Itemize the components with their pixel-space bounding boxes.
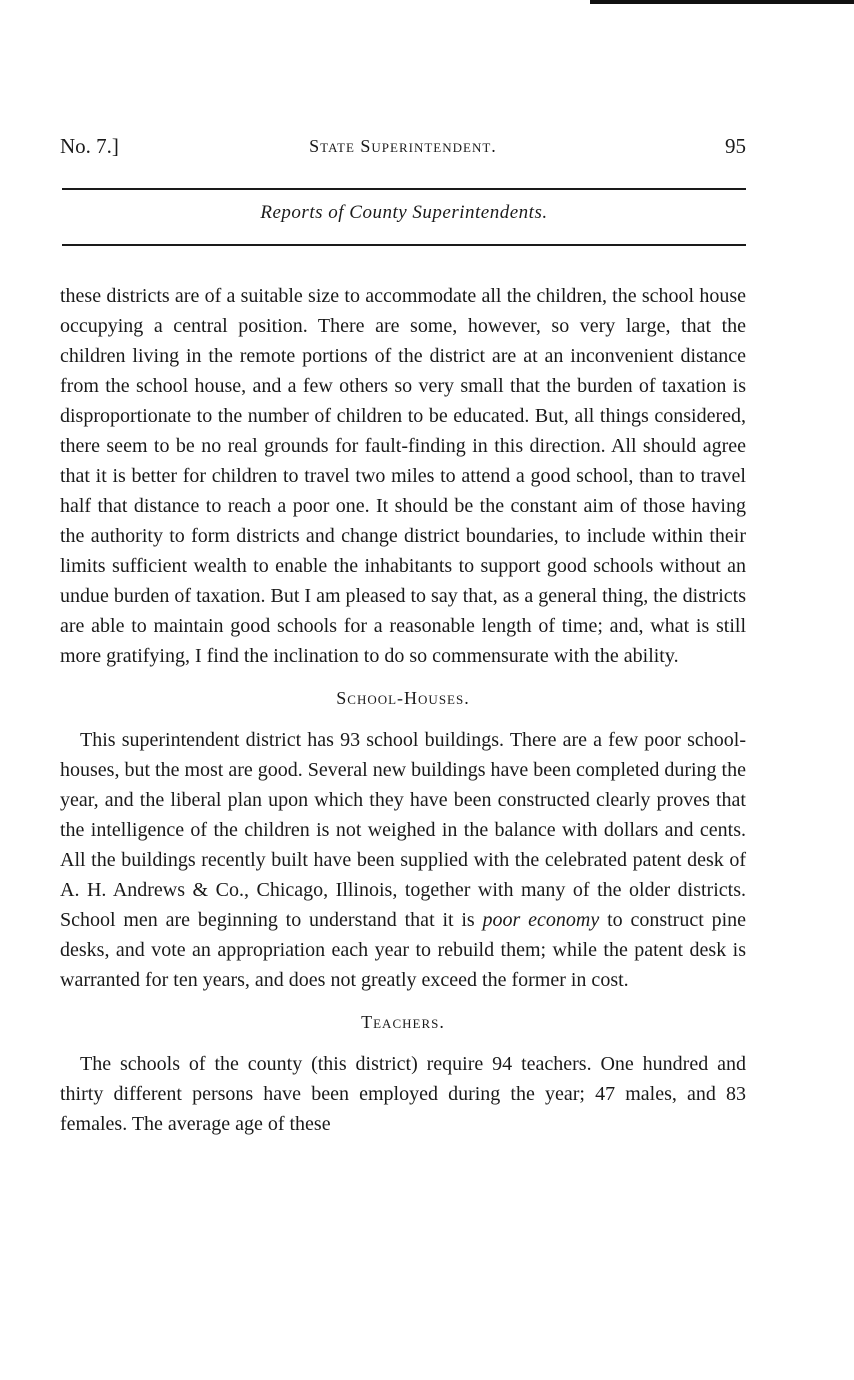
school-houses-heading: School-Houses.	[336, 688, 470, 708]
teachers-heading: Teachers.	[361, 1012, 445, 1032]
running-title: State Superintendent.	[309, 136, 497, 156]
document-number: No. 7.]	[60, 134, 119, 158]
running-head	[60, 134, 746, 164]
school-houses-paragraph	[60, 725, 746, 995]
scan-edge-bar	[590, 0, 854, 4]
header-rule-bottom	[62, 244, 746, 246]
header-rule-top	[62, 188, 746, 190]
section-subheader: Reports of County Superintendents.	[260, 202, 548, 223]
school-houses-text-2: to construct pine desks, and vote an appropriation each year to rebuild them; while the patent desk is warranted for ten years, and does not greatly exceed the former in cost.	[60, 909, 747, 991]
page-number: 95	[725, 134, 746, 158]
teachers-paragraph: The schools of the county (this district) require 94 teachers. One hundred and thirty different persons have been employed during the year; 47 males, and 83 females. The average age of these	[60, 1053, 746, 1135]
page-body	[60, 281, 746, 1139]
emphasis-poor-economy: poor economy	[482, 909, 600, 931]
school-houses-text-1: This superintendent district has 93 school buildings. There are a few poor school-houses, but the most are good. Several new buildings have been completed during the year, and the liberal plan upon which they have been constructed clearly proves that the intelligence of the children is not weighed in the balance with dollars and cents. All the buildings recently built have been supplied with the celebrated patent desk of A. H. Andrews & Co., Chicago, Illinois, together with many of the older districts. School men are beginning to understand that it is	[60, 729, 746, 931]
intro-paragraph: these districts are of a suitable size to accommodate all the children, the school house occupying a central position. There are some, however, so very large, that the children living in the remote portions of the district are at an inconvenient distance from the school house, and a few others so very small that the burden of taxation is disproportionate to the number of children to be educated. But, all things considered, there seem to be no real grounds for fault-finding in this direction. All should agree that it is better for children to travel two miles to attend a good school, than to travel half that distance to reach a poor one. It should be the constant aim of those having the authority to form districts and change district boundaries, to include within their limits sufficient wealth to enable the inhabitants to support good schools without an undue burden of taxation. But I am pleased to say that, as a general thing, the districts are able to maintain good schools for a reasonable length of time; and, what is still more gratifying, I find the inclination to do so commensurate with the ability.	[60, 285, 746, 667]
